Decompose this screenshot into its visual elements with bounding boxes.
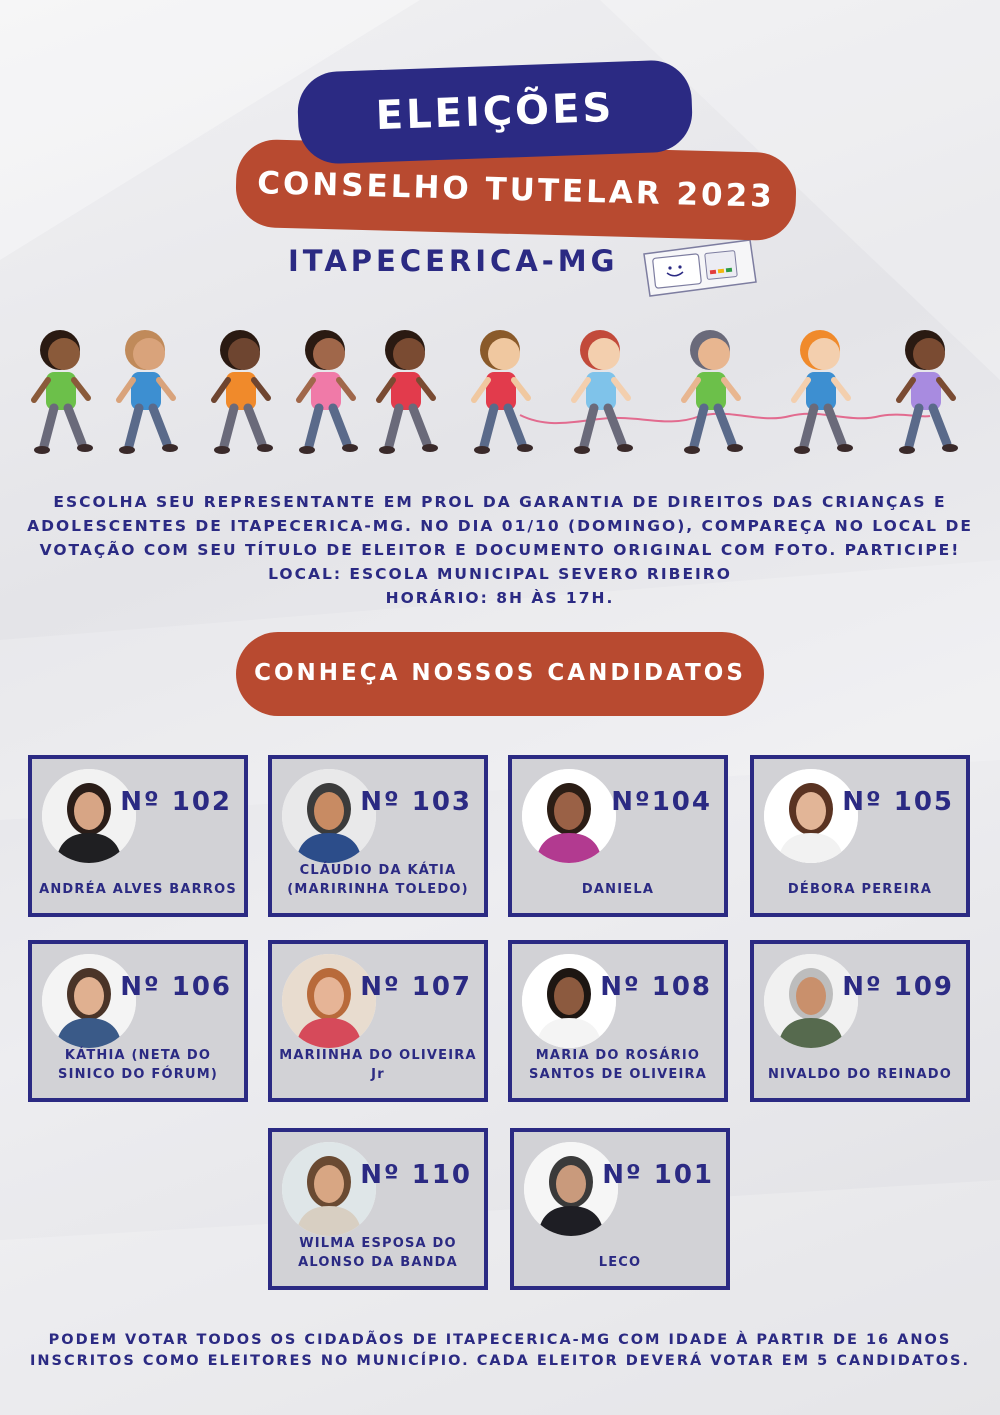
footer-line: PODEM VOTAR TODOS OS CIDADÃOS DE ITAPECERICA-MG COM IDADE À PARTIR DE 16 ANOS (48, 1332, 952, 1348)
child-figure (34, 330, 93, 454)
candidate-card (508, 940, 728, 1102)
candidate-card (268, 755, 488, 917)
child-figure (899, 330, 958, 454)
candidate-card (750, 940, 970, 1102)
candidate-name (36, 880, 240, 899)
candidate-name-line: Jr (371, 1067, 385, 1082)
candidate-name-line: MARIINHA DO OLIVEIRA (279, 1048, 477, 1063)
candidate-number: Nº104 (611, 787, 712, 817)
child-figure (574, 330, 633, 454)
child-figure (299, 330, 358, 454)
candidate-name (276, 1234, 480, 1272)
voting-machine-icon (640, 232, 760, 300)
candidate-card (28, 755, 248, 917)
candidate-name-line: KÁTHIA (NETA DO (64, 1048, 212, 1063)
intro-line: ADOLESCENTES DE ITAPECERICA-MG. NO DIA 01/10 (DOMINGO), COMPAREÇA NO LOCAL DE (27, 517, 973, 535)
candidate-card (508, 755, 728, 917)
candidate-name-line: ALONSO DA BANDA (298, 1255, 458, 1270)
candidate-number: Nº 106 (120, 972, 232, 1002)
candidate-name (276, 861, 480, 899)
candidate-photo (522, 769, 616, 863)
voting-hours: HORÁRIO: 8H ÀS 17H. (385, 589, 615, 607)
candidate-card (268, 1128, 488, 1290)
candidate-number: Nº 102 (120, 787, 232, 817)
intro-text (10, 490, 990, 610)
candidate-name-line: SANTOS DE OLIVEIRA (529, 1067, 707, 1082)
candidate-number: Nº 108 (600, 972, 712, 1002)
candidate-number: Nº 109 (842, 972, 954, 1002)
footer-note (10, 1330, 990, 1372)
candidate-name (758, 880, 962, 899)
child-figure (119, 330, 178, 454)
candidate-number: Nº 103 (360, 787, 472, 817)
candidate-number: Nº 107 (360, 972, 472, 1002)
candidate-number: Nº 105 (842, 787, 954, 817)
candidate-name-line: (MARIRINHA TOLEDO) (287, 882, 469, 897)
candidate-card (750, 755, 970, 917)
candidate-name-line: CLÁUDIO DA KÁTIA (299, 863, 457, 878)
candidate-name-line: MARIA DO ROSÁRIO (535, 1048, 701, 1063)
candidate-number: Nº 101 (602, 1160, 714, 1190)
candidate-name-line: SINICO DO FÓRUM) (58, 1067, 218, 1082)
intro-line: VOTAÇÃO COM SEU TÍTULO DE ELEITOR E DOCUMENTO ORIGINAL COM FOTO. PARTICIPE! (39, 541, 961, 559)
candidate-name (516, 1046, 720, 1084)
child-figure (379, 330, 438, 454)
child-figure (794, 330, 853, 454)
candidate-name (518, 1253, 722, 1272)
candidate-name-line: DÉBORA PEREIRA (787, 882, 933, 897)
child-figure (474, 330, 533, 454)
child-figure (214, 330, 273, 454)
candidate-card (510, 1128, 730, 1290)
city-label: ITAPECERICA-MG (288, 244, 619, 278)
child-figure (684, 330, 743, 454)
candidates-heading: CONHEÇA NOSSOS CANDIDATOS (236, 632, 764, 716)
candidate-name (276, 1046, 480, 1084)
candidate-name-line: DANIELA (581, 882, 655, 897)
candidate-name (758, 1065, 962, 1084)
candidate-name-line: NIVALDO DO REINADO (767, 1067, 953, 1082)
candidate-number: Nº 110 (360, 1160, 472, 1190)
intro-line: ESCOLHA SEU REPRESENTANTE EM PROL DA GARANTIA DE DIREITOS DAS CRIANÇAS E (53, 493, 947, 511)
candidate-name (36, 1046, 240, 1084)
candidate-card (268, 940, 488, 1102)
candidate-card (28, 940, 248, 1102)
candidate-name-line: LECO (598, 1255, 642, 1270)
candidate-name (516, 880, 720, 899)
children-walking-illustration (20, 320, 980, 470)
title-banner: ELEIÇÕES (297, 59, 694, 165)
subtitle-banner: CONSELHO TUTELAR 2023 (235, 139, 797, 242)
candidate-name-line: ANDRÉA ALVES BARROS (39, 882, 237, 897)
candidate-name-line: WILMA ESPOSA DO (299, 1236, 457, 1251)
voting-location: LOCAL: ESCOLA MUNICIPAL SEVERO RIBEIRO (268, 565, 732, 583)
footer-line: INSCRITOS COMO ELEITORES NO MUNICÍPIO. CADA ELEITOR DEVERÁ VOTAR EM 5 CANDIDATOS. (29, 1353, 971, 1369)
